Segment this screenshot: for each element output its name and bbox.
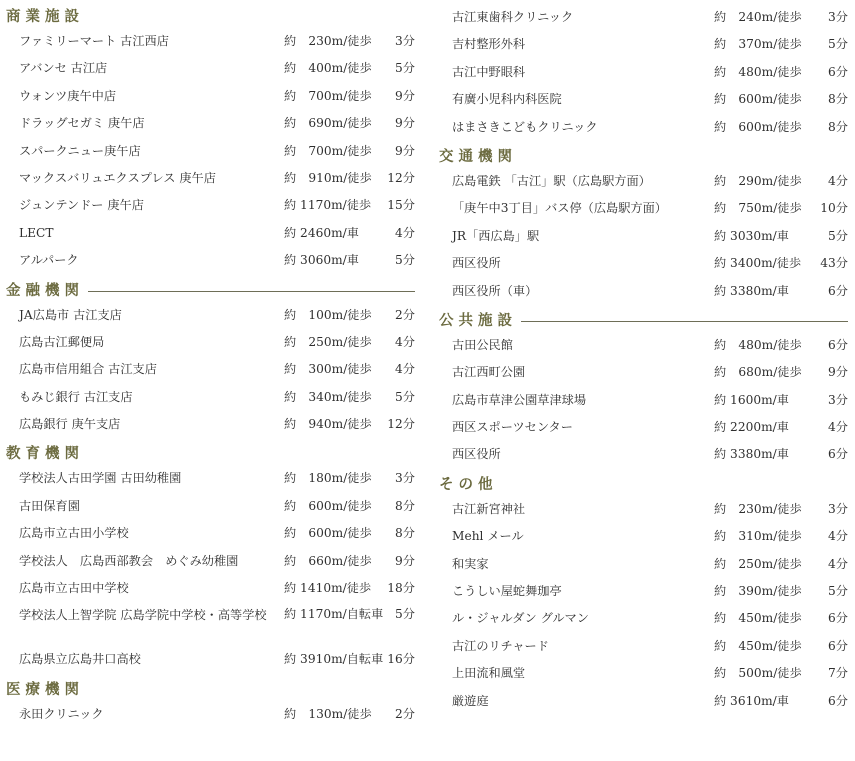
facility-name: 古田保育園 (19, 498, 80, 513)
facility-distance: 約 450m/徒歩 (714, 611, 802, 626)
facility-row (0, 301, 415, 328)
facility-time: 4分 (395, 225, 415, 240)
facility-name: アルパーク (19, 253, 79, 268)
section-heading (433, 140, 848, 167)
facility-time: 8分 (828, 119, 848, 134)
facility-time: 3分 (828, 392, 848, 407)
facility-time: 12分 (387, 170, 415, 185)
facility-distance: 約 240m/徒歩 (714, 10, 802, 24)
facility-name: 広島市信用組合 古江支店 (19, 362, 157, 377)
facility-name: 広島銀行 庚午支店 (19, 417, 121, 432)
facility-time: 8分 (828, 92, 848, 107)
facility-row (433, 85, 848, 112)
section-title: 金融機関 (6, 282, 88, 300)
facility-distance: 約 100m/徒歩 (284, 307, 372, 322)
facility-row (433, 222, 848, 249)
facility-row (433, 277, 848, 304)
section-heading (0, 0, 415, 27)
right-column (433, 0, 848, 714)
facility-distance: 約 290m/徒歩 (714, 173, 802, 188)
facility-time: 10分 (820, 201, 848, 216)
facility-distance: 約 750m/徒歩 (714, 201, 802, 216)
facility-time: 18分 (387, 581, 415, 596)
facility-distance: 約 340m/徒歩 (284, 389, 372, 404)
facility-name: マックスバリュエクスプレス 庚午店 (19, 170, 216, 185)
facility-row (0, 219, 415, 246)
facility-row (433, 550, 848, 577)
facility-distance: 約 310m/徒歩 (714, 529, 802, 544)
facility-time: 9分 (828, 365, 848, 380)
facility-distance: 約 3380m/車 (714, 283, 789, 298)
facility-time: 6分 (828, 447, 848, 462)
facility-time: 4分 (828, 173, 848, 188)
facility-distance: 約 230m/徒歩 (714, 501, 802, 516)
facility-name: もみじ銀行 古江支店 (19, 389, 133, 404)
facility-row (0, 492, 415, 519)
facility-row (0, 383, 415, 410)
facility-name: 学校法人上智学院 広島学院中学校・高等学校 (19, 608, 267, 623)
facility-row (433, 386, 848, 413)
facility-name: 学校法人 広島西部教会 めぐみ幼稚園 (19, 553, 239, 568)
facility-row (433, 413, 848, 440)
facility-name: 吉村整形外科 (452, 37, 526, 52)
facility-time: 6分 (828, 283, 848, 298)
facility-distance: 約 2200m/車 (714, 420, 789, 435)
facility-name: 西区スポーツセンター (452, 420, 573, 435)
facility-time: 43分 (820, 256, 848, 271)
facility-name: 広島古江郵便局 (19, 334, 105, 349)
facility-name: ジュンテンドー 庚午店 (19, 198, 144, 213)
facility-time: 2分 (395, 706, 415, 721)
left-column (0, 0, 415, 727)
facility-distance: 約 300m/徒歩 (284, 362, 372, 377)
facility-time: 9分 (395, 116, 415, 131)
facility-distance: 約 400m/徒歩 (284, 61, 372, 76)
facility-name: 西区役所 (452, 447, 501, 462)
facility-row (0, 109, 415, 136)
facility-distance: 約 1410m/徒歩 (284, 581, 372, 596)
facility-distance: 約 910m/徒歩 (284, 170, 372, 185)
facility-time: 15分 (387, 198, 415, 213)
facility-name: 西区役所 (452, 256, 501, 271)
facility-time: 4分 (828, 556, 848, 571)
facility-row (0, 547, 415, 574)
facility-distance: 約 3910m/自転車 (284, 652, 384, 667)
facility-name: 広島市立古田中学校 (19, 581, 129, 596)
facility-row (0, 645, 415, 672)
facility-name: はまさきこどもクリニック (452, 119, 598, 134)
facility-distance: 約 2460m/車 (284, 225, 359, 240)
facility-distance: 約 600m/徒歩 (714, 119, 802, 134)
facility-distance: 約 1600m/車 (714, 392, 789, 407)
facility-distance: 約 390m/徒歩 (714, 584, 802, 599)
facility-name: 有廣小児科内科医院 (452, 92, 562, 107)
facility-distance: 約 3610m/車 (714, 693, 789, 708)
facility-time: 6分 (828, 638, 848, 653)
facility-time: 3分 (395, 471, 415, 486)
facility-distance: 約 1170m/徒歩 (284, 198, 372, 213)
facility-time: 5分 (395, 61, 415, 76)
facility-name: JR「西広島」駅 (452, 228, 540, 243)
facility-name: 広島県立広島井口高校 (19, 652, 141, 667)
facility-time: 12分 (387, 417, 415, 432)
facility-name: ファミリーマート 古江西店 (19, 34, 169, 48)
facility-time: 3分 (828, 501, 848, 516)
facility-time: 6分 (828, 611, 848, 626)
section-title: 医療機関 (6, 681, 88, 699)
facility-time: 4分 (395, 334, 415, 349)
facility-time: 8分 (395, 498, 415, 513)
facility-name: 学校法人古田学園 古田幼稚園 (19, 471, 182, 486)
facility-row (0, 410, 415, 437)
facility-time: 7分 (828, 666, 848, 681)
facility-time: 6分 (828, 337, 848, 352)
facility-time: 3分 (828, 10, 848, 24)
facility-time: 5分 (828, 37, 848, 52)
facility-distance: 約 480m/徒歩 (714, 64, 802, 79)
facility-time: 2分 (395, 307, 415, 322)
facility-distance: 約 1170m/自転車 (284, 607, 384, 622)
facility-row (433, 3, 848, 30)
facility-distance: 約 700m/徒歩 (284, 88, 372, 103)
facility-row (433, 495, 848, 522)
facility-distance: 約 3380m/車 (714, 447, 789, 462)
facility-distance: 約 680m/徒歩 (714, 365, 802, 380)
facility-time: 6分 (828, 64, 848, 79)
facility-row (433, 113, 848, 140)
facility-row (433, 604, 848, 631)
facility-name: 古江新宮神社 (452, 501, 526, 516)
section-title: 教育機関 (6, 445, 88, 463)
facility-row (0, 464, 415, 491)
facility-distance: 約 130m/徒歩 (284, 706, 372, 721)
facility-row (433, 30, 848, 57)
facility-row (433, 687, 848, 714)
facility-row (0, 601, 415, 645)
facility-row (0, 137, 415, 164)
facility-row (0, 328, 415, 355)
facility-name: 和実家 (452, 556, 489, 571)
facility-row (433, 249, 848, 276)
facility-row (0, 164, 415, 191)
facility-row (0, 27, 415, 54)
facility-distance: 約 600m/徒歩 (284, 526, 372, 541)
facility-row (0, 519, 415, 546)
facility-name: スパークニュー庚午店 (19, 143, 141, 158)
facility-distance: 約 700m/徒歩 (284, 143, 372, 158)
section-title: 公共施設 (439, 312, 521, 330)
facility-distance: 約 600m/徒歩 (714, 92, 802, 107)
facility-name: 西区役所（車） (452, 283, 538, 298)
facility-row (0, 54, 415, 81)
facility-name: 広島市立古田小学校 (19, 526, 129, 541)
facility-time: 5分 (395, 253, 415, 268)
facility-row (433, 167, 848, 194)
facility-row (0, 191, 415, 218)
facility-name: 古田公民館 (452, 337, 513, 352)
facility-name: ドラッグセガミ 庚午店 (19, 116, 145, 131)
facility-name: 上田流和風堂 (452, 666, 526, 681)
facility-name: アバンセ 古江店 (19, 61, 108, 76)
facility-name: 広島電鉄 「古江」駅（広島駅方面） (452, 173, 651, 188)
facility-time: 5分 (395, 607, 415, 622)
section-heading (0, 673, 415, 700)
facility-distance: 約 690m/徒歩 (284, 116, 372, 131)
section-heading (0, 437, 415, 464)
facility-time: 4分 (828, 420, 848, 435)
section-title: その他 (439, 476, 502, 494)
section-title: 交通機関 (439, 148, 521, 166)
facility-time: 4分 (828, 529, 848, 544)
facility-row (433, 440, 848, 467)
facility-name: ウォンツ庚午中店 (19, 88, 117, 103)
facility-row (0, 574, 415, 601)
facility-name: 広島市草津公園草津球場 (452, 392, 587, 407)
facility-name: 古江西町公園 (452, 365, 526, 380)
facility-distance: 約 660m/徒歩 (284, 553, 372, 568)
section-title: 商業施設 (6, 8, 88, 26)
facility-name: 「庚午中3丁目」バス停（広島駅方面） (452, 201, 667, 216)
facility-row (433, 331, 848, 358)
facility-distance: 約 480m/徒歩 (714, 337, 802, 352)
facility-name: こうしい屋蛇舞珈亭 (452, 584, 562, 599)
facility-name: 厳遊庭 (452, 693, 489, 708)
facility-row (0, 700, 415, 727)
facility-time: 5分 (828, 228, 848, 243)
facility-time: 5分 (828, 584, 848, 599)
facility-time: 9分 (395, 553, 415, 568)
facility-row (433, 659, 848, 686)
facility-name: JA広島市 古江支店 (19, 307, 122, 322)
facility-name: 古江中野眼科 (452, 64, 526, 79)
facility-time: 9分 (395, 143, 415, 158)
facility-row (0, 82, 415, 109)
facility-row (433, 632, 848, 659)
facility-row (433, 577, 848, 604)
facility-name: 永田クリニック (19, 706, 104, 721)
facility-row (433, 58, 848, 85)
facility-name: 古江東歯科クリニック (452, 10, 574, 24)
section-heading (433, 468, 848, 495)
facility-distance: 約 3060m/車 (284, 253, 359, 268)
facility-time: 9分 (395, 88, 415, 103)
facility-distance: 約 3400m/徒歩 (714, 256, 802, 271)
facility-row (433, 194, 848, 221)
facility-time: 6分 (828, 693, 848, 708)
facility-time: 16分 (387, 652, 415, 667)
facility-row (433, 522, 848, 549)
facility-distance: 約 500m/徒歩 (714, 666, 802, 681)
facility-distance: 約 250m/徒歩 (284, 334, 372, 349)
facility-name: LECT (19, 225, 54, 240)
facility-name: Mehl メール (452, 529, 524, 544)
facility-distance: 約 600m/徒歩 (284, 498, 372, 513)
facility-row (433, 358, 848, 385)
facility-time: 8分 (395, 526, 415, 541)
facility-name: ル・ジャルダン グルマン (452, 611, 589, 626)
facility-distance: 約 450m/徒歩 (714, 638, 802, 653)
section-heading (433, 304, 848, 331)
facility-name: 古江のリチャード (452, 638, 549, 653)
facility-time: 4分 (395, 362, 415, 377)
facility-distance: 約 180m/徒歩 (284, 471, 372, 486)
facility-distance: 約 3030m/車 (714, 228, 789, 243)
facility-time: 3分 (395, 34, 415, 48)
section-heading (0, 274, 415, 301)
facility-row (0, 246, 415, 273)
facility-distance: 約 230m/徒歩 (284, 34, 372, 48)
facility-time: 5分 (395, 389, 415, 404)
facility-distance: 約 250m/徒歩 (714, 556, 802, 571)
facility-distance: 約 370m/徒歩 (714, 37, 802, 52)
facility-distance: 約 940m/徒歩 (284, 417, 372, 432)
facility-row (0, 355, 415, 382)
